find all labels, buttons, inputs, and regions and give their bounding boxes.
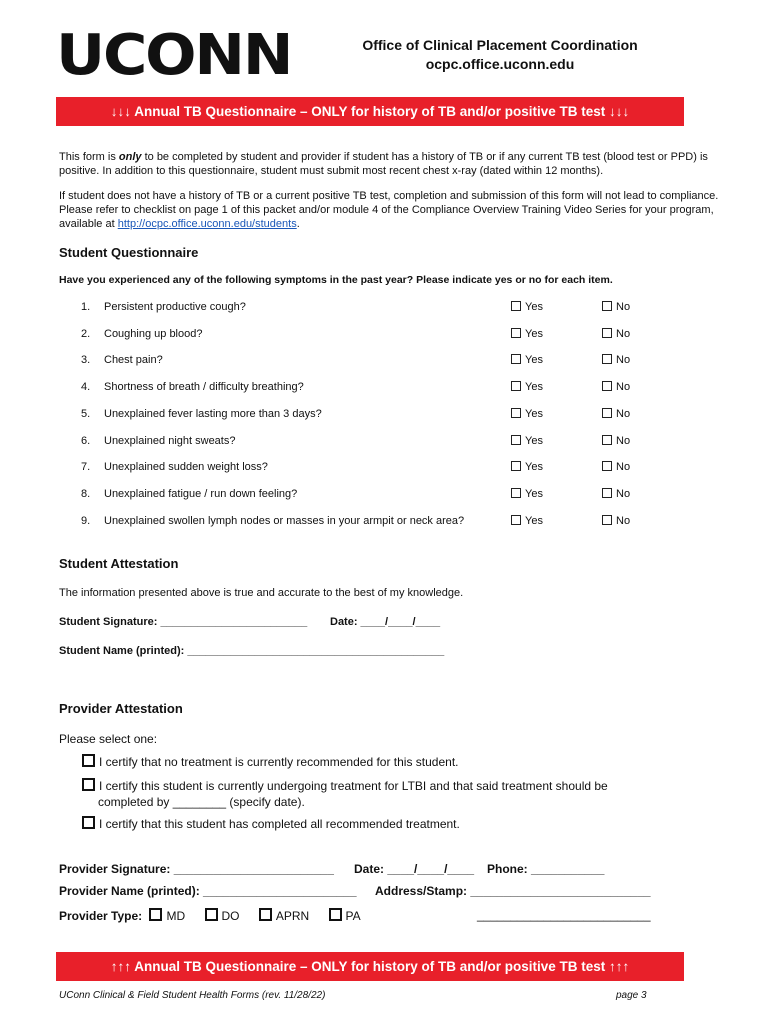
provider-signature-field[interactable]: Provider Signature: ________________________ bbox=[59, 862, 334, 876]
yes-option[interactable]: Yes bbox=[511, 461, 543, 473]
no-checkbox[interactable] bbox=[602, 301, 612, 311]
no-option[interactable]: No bbox=[602, 461, 630, 473]
yes-option[interactable]: Yes bbox=[511, 301, 543, 313]
no-checkbox[interactable] bbox=[602, 328, 612, 338]
question-number: 9. bbox=[81, 514, 91, 527]
question-row bbox=[59, 408, 699, 424]
question-text: Unexplained fatigue / run down feeling? bbox=[104, 487, 298, 500]
question-text: Coughing up blood? bbox=[104, 327, 203, 340]
yes-option[interactable]: Yes bbox=[511, 354, 543, 366]
uconn-logo: UCONN bbox=[56, 23, 292, 88]
question-text: Unexplained fever lasting more than 3 days? bbox=[104, 407, 322, 420]
provider-address-field[interactable]: Address/Stamp: ___________________________ bbox=[375, 884, 651, 898]
certify-undergoing-treatment[interactable]: I certify this student is currently undergoing treatment for LTBI and that said treatment should be completed by ________ (specify date). bbox=[82, 778, 662, 810]
question-row bbox=[59, 515, 699, 531]
type-option-aprn[interactable]: APRN bbox=[259, 909, 309, 923]
no-option[interactable]: No bbox=[602, 515, 630, 527]
question-row bbox=[59, 301, 699, 317]
questionnaire-prompt: Have you experienced any of the following symptoms in the past year? Please indicate yes or no for each item. bbox=[59, 274, 613, 286]
student-attestation-heading: Student Attestation bbox=[59, 556, 179, 571]
yes-checkbox[interactable] bbox=[511, 328, 521, 338]
question-number: 3. bbox=[81, 354, 91, 367]
footer-page-number: page 3 bbox=[616, 990, 647, 1001]
type-option-pa[interactable]: PA bbox=[329, 909, 361, 923]
question-text: Unexplained swollen lymph nodes or masses in your armpit or neck area? bbox=[104, 514, 465, 527]
no-checkbox[interactable] bbox=[602, 488, 612, 498]
office-name: Office of Clinical Placement Coordination bbox=[362, 37, 638, 53]
student-signature-field[interactable]: Student Signature: ________________________ bbox=[59, 616, 308, 628]
question-number: 4. bbox=[81, 381, 91, 394]
banner-bottom: ↑↑↑ Annual TB Questionnaire – ONLY for history of TB and/or positive TB test ↑↑↑ bbox=[56, 952, 684, 981]
questionnaire-heading: Student Questionnaire bbox=[59, 245, 199, 260]
type-option-md[interactable]: MD bbox=[149, 909, 185, 923]
question-number: 7. bbox=[81, 461, 91, 474]
provider-date-field[interactable]: Date: ____/____/____ bbox=[354, 862, 475, 876]
no-checkbox[interactable] bbox=[602, 354, 612, 364]
question-row bbox=[59, 488, 699, 504]
yes-checkbox[interactable] bbox=[511, 354, 521, 364]
office-website: ocpc.office.uconn.edu bbox=[425, 56, 575, 72]
question-number: 2. bbox=[81, 327, 91, 340]
question-text: Persistent productive cough? bbox=[104, 301, 246, 313]
no-option[interactable]: No bbox=[602, 488, 630, 500]
type-option-do[interactable]: DO bbox=[205, 909, 240, 923]
question-row bbox=[59, 435, 699, 451]
provider-attestation-heading: Provider Attestation bbox=[59, 701, 183, 716]
question-number: 1. bbox=[81, 301, 91, 313]
question-row bbox=[59, 381, 699, 397]
no-checkbox[interactable] bbox=[602, 515, 612, 525]
footer-form-info: UConn Clinical & Field Student Health Forms (rev. 11/28/22) bbox=[59, 990, 326, 1001]
students-link[interactable]: http://ocpc.office.uconn.edu/students bbox=[117, 218, 297, 230]
question-row bbox=[59, 461, 699, 477]
yes-checkbox[interactable] bbox=[511, 301, 521, 311]
checkbox-aprn[interactable] bbox=[259, 908, 272, 921]
no-option[interactable]: No bbox=[602, 354, 630, 366]
yes-checkbox[interactable] bbox=[511, 408, 521, 418]
checkbox-do[interactable] bbox=[205, 908, 218, 921]
provider-address-line-2[interactable]: __________________________ bbox=[477, 908, 651, 922]
student-date-field[interactable]: Date: ____/____/____ bbox=[330, 616, 441, 628]
checkbox-undergoing-treatment[interactable] bbox=[82, 778, 95, 791]
question-number: 6. bbox=[81, 434, 91, 447]
provider-name-field[interactable]: Provider Name (printed): _______________________ bbox=[59, 884, 357, 898]
certify-completed-treatment[interactable]: I certify that this student has completed all recommended treatment. bbox=[82, 816, 662, 832]
question-text: Chest pain? bbox=[104, 354, 163, 367]
question-text: Unexplained sudden weight loss? bbox=[104, 461, 268, 474]
question-text: Shortness of breath / difficulty breathing? bbox=[104, 381, 304, 394]
yes-option[interactable]: Yes bbox=[511, 435, 543, 447]
yes-checkbox[interactable] bbox=[511, 488, 521, 498]
no-checkbox[interactable] bbox=[602, 381, 612, 391]
student-name-field[interactable]: Student Name (printed): __________________________________________ bbox=[59, 645, 445, 657]
no-option[interactable]: No bbox=[602, 381, 630, 393]
checkbox-completed-treatment[interactable] bbox=[82, 816, 95, 829]
student-statement: The information presented above is true and accurate to the best of my knowledge. bbox=[59, 587, 464, 599]
checkbox-no-treatment[interactable] bbox=[82, 754, 95, 767]
yes-checkbox[interactable] bbox=[511, 515, 521, 525]
no-checkbox[interactable] bbox=[602, 408, 612, 418]
no-checkbox[interactable] bbox=[602, 435, 612, 445]
question-text: Unexplained night sweats? bbox=[104, 434, 236, 447]
yes-option[interactable]: Yes bbox=[511, 408, 543, 420]
no-option[interactable]: No bbox=[602, 435, 630, 447]
yes-checkbox[interactable] bbox=[511, 381, 521, 391]
question-row bbox=[59, 328, 699, 344]
provider-type-row bbox=[59, 908, 361, 923]
yes-option[interactable]: Yes bbox=[511, 328, 543, 340]
yes-checkbox[interactable] bbox=[511, 461, 521, 471]
question-row bbox=[59, 354, 699, 370]
yes-option[interactable]: Yes bbox=[511, 515, 543, 527]
checkbox-md[interactable] bbox=[149, 908, 162, 921]
no-option[interactable]: No bbox=[602, 408, 630, 420]
provider-phone-field[interactable]: Phone: ___________ bbox=[487, 862, 605, 876]
intro-paragraph-2: If student does not have a history of TB or a current positive TB test, completion and submission of this form will not lead to compliance. Please refer to checklist on page 1 of this packet and/or module 4 of the Compliance Overview Training Video Series for your program, available at http://ocpc.office.uconn.edu/students. bbox=[59, 190, 719, 230]
no-option[interactable]: No bbox=[602, 301, 630, 313]
select-one-label: Please select one: bbox=[59, 732, 158, 746]
no-checkbox[interactable] bbox=[602, 461, 612, 471]
yes-option[interactable]: Yes bbox=[511, 488, 543, 500]
yes-checkbox[interactable] bbox=[511, 435, 521, 445]
checkbox-pa[interactable] bbox=[329, 908, 342, 921]
question-number: 5. bbox=[81, 407, 91, 420]
banner-top: ↓↓↓ Annual TB Questionnaire – ONLY for history of TB and/or positive TB test ↓↓↓ bbox=[56, 97, 684, 126]
certify-no-treatment[interactable]: I certify that no treatment is currently recommended for this student. bbox=[82, 754, 662, 770]
yes-option[interactable]: Yes bbox=[511, 381, 543, 393]
question-number: 8. bbox=[81, 487, 91, 500]
no-option[interactable]: No bbox=[602, 328, 630, 340]
intro-paragraph-1: This form is only to be completed by student and provider if student has a history of TB or if any current TB test (blood test or PPD) is positive. In addition to this questionnaire, student must submit most recent chest x-ray (dated within 12 months). bbox=[59, 151, 708, 177]
provider-type-label: Provider Type: bbox=[59, 909, 143, 923]
